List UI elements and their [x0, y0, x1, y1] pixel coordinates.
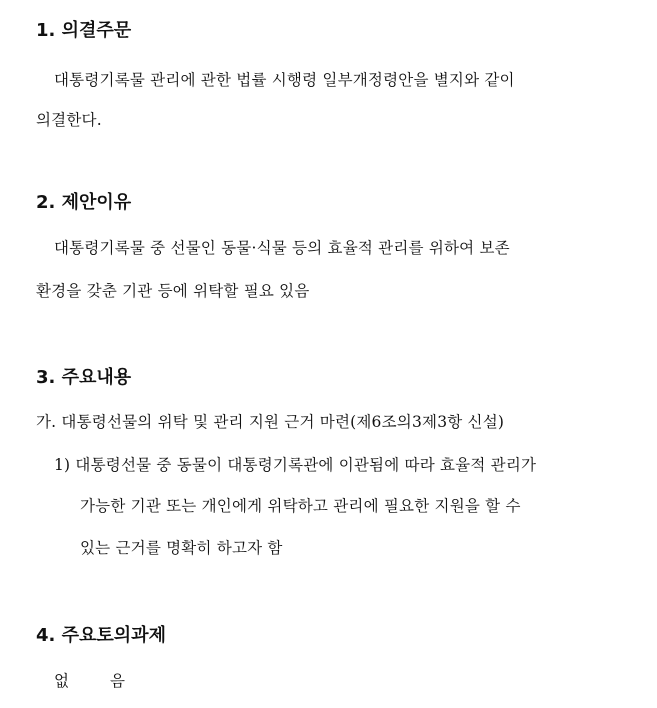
main-content-item-ga: 가. 대통령선물의 위탁 및 관리 지원 근거 마련(제6조의3제3항 신설): [36, 413, 505, 431]
main-content-subitem-1-line-1: 1) 대통령선물 중 동물이 대통령기록관에 이관됨에 따라 효율적 관리가: [54, 456, 537, 474]
section-heading-proposal-reason: 2. 제안이유: [36, 192, 132, 213]
section-heading-main-content: 3. 주요내용: [36, 367, 132, 388]
reason-text-line-1: 대통령기록물 중 선물인 동물·식물 등의 효율적 관리를 위하여 보존: [54, 239, 510, 257]
resolution-text-line-2: 의결한다.: [36, 111, 102, 129]
resolution-text-line-1: [54, 69, 628, 91]
discussion-none-part-2: 음: [110, 672, 125, 690]
resolution-text-line-1-content: 대통령기록물 관리에 관한 법률 시행령 일부개정령안을 별지와 같이: [54, 71, 515, 89]
discussion-none-part-1: 없: [54, 672, 69, 690]
reason-text-line-2: 환경을 갖춘 기관 등에 위탁할 필요 있음: [36, 282, 310, 300]
main-content-subitem-1-line-2: 가능한 기관 또는 개인에게 위탁하고 관리에 필요한 지원을 할 수: [80, 497, 521, 515]
section-heading-discussion-topics: 4. 주요토의과제: [36, 625, 166, 646]
main-content-subitem-1-line-3: 있는 근거를 명확히 하고자 함: [80, 539, 283, 557]
section-heading-resolution: 1. 의결주문: [36, 20, 132, 41]
